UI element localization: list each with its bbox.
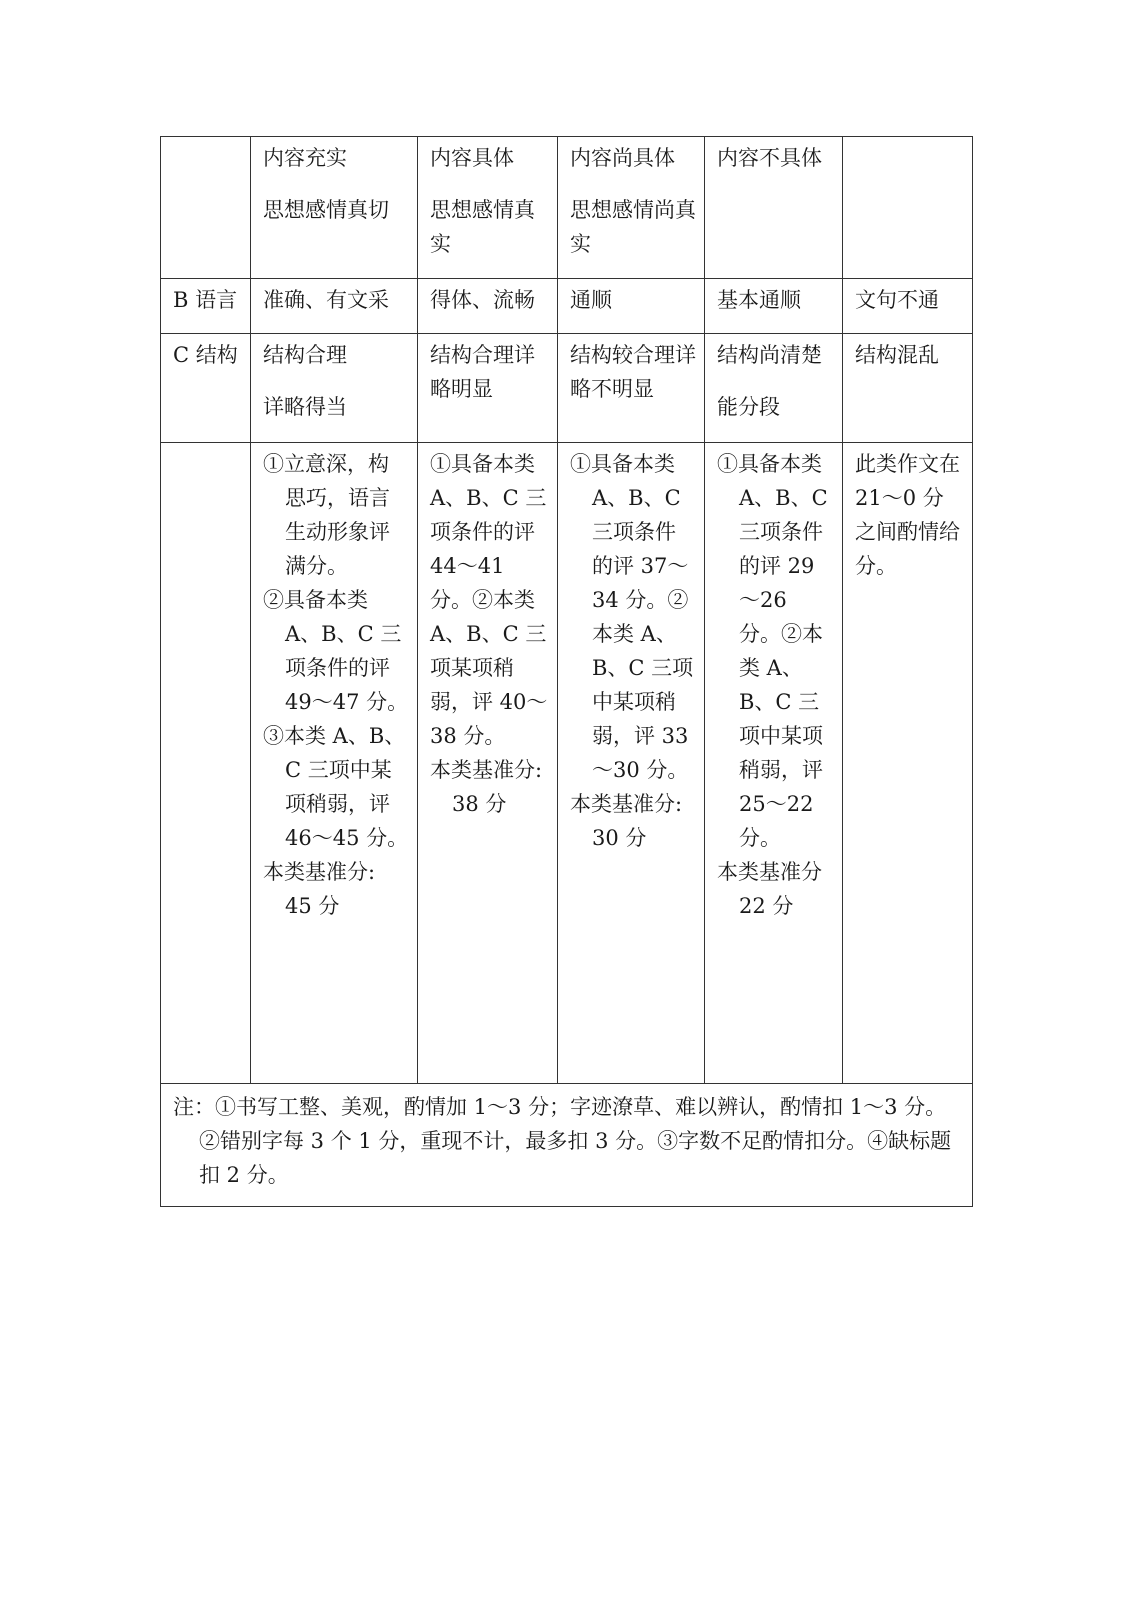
row-score-criteria bbox=[161, 443, 973, 1084]
score-criterion: ①立意深，构思巧，语言生动形象评满分。 bbox=[263, 452, 390, 578]
row-label-language: B 语言 bbox=[161, 279, 251, 334]
structure-cell-1 bbox=[251, 334, 418, 443]
structure-cell-3 bbox=[558, 334, 705, 443]
score-criterion: 此类作文在 21～0 分之间酌情给分。 bbox=[855, 452, 960, 578]
basis-score-label: 本类基准分 bbox=[717, 860, 822, 884]
structure-line2: 详略得当 bbox=[263, 395, 347, 419]
content-line2: 思想感情真实 bbox=[430, 198, 535, 256]
content-cell-2 bbox=[418, 137, 558, 279]
structure-line1: 结构较合理详略不明显 bbox=[570, 343, 696, 401]
structure-line1: 结构混乱 bbox=[855, 343, 939, 367]
basis-score-value: 45 分 bbox=[285, 894, 340, 918]
basis-score-label: 本类基准分: bbox=[263, 860, 376, 884]
row-content bbox=[161, 137, 973, 279]
row-structure bbox=[161, 334, 973, 443]
basis-score-value: 30 分 bbox=[592, 826, 647, 850]
row-note bbox=[161, 1084, 973, 1207]
basis-score-label: 本类基准分: bbox=[430, 758, 543, 782]
content-cell-3 bbox=[558, 137, 705, 279]
score-criterion: ①具备本类 A、B、C 三项条件的评 29～26 分。②本类 A、B、C 三项中某项稍弱，评 25～22 分。 bbox=[717, 452, 828, 850]
row-label-structure: C 结构 bbox=[161, 334, 251, 443]
structure-cell-4 bbox=[705, 334, 843, 443]
score-cell-3 bbox=[558, 443, 705, 1084]
basis-score-label: 本类基准分: bbox=[570, 792, 683, 816]
grading-rubric-table bbox=[160, 136, 973, 1207]
structure-line1: 结构尚清楚 bbox=[717, 343, 822, 367]
content-line1: 内容不具体 bbox=[717, 146, 822, 170]
content-cell-5 bbox=[843, 137, 973, 279]
language-cell-5: 文句不通 bbox=[843, 279, 973, 334]
basis-score-value: 38 分 bbox=[452, 792, 507, 816]
content-line1: 内容尚具体 bbox=[570, 146, 675, 170]
score-criterion: ③本类 A、B、C 三项中某项稍弱，评 46～45 分。 bbox=[263, 724, 409, 850]
content-line1: 内容充实 bbox=[263, 146, 347, 170]
language-cell-2: 得体、流畅 bbox=[418, 279, 558, 334]
content-line2: 思想感情真切 bbox=[263, 198, 389, 222]
structure-line1: 结构合理详略明显 bbox=[430, 343, 535, 401]
language-cell-4: 基本通顺 bbox=[705, 279, 843, 334]
row-label-content bbox=[161, 137, 251, 279]
content-line1: 内容具体 bbox=[430, 146, 514, 170]
language-cell-3: 通顺 bbox=[558, 279, 705, 334]
note-text: 注：①书写工整、美观，酌情加 1～3 分；字迹潦草、难以辨认，酌情扣 1～3 分。②错别字每 3 个 1 分，重现不计，最多扣 3 分。③字数不足酌情扣分。④缺标题扣 2 分。 bbox=[173, 1095, 952, 1187]
score-cell-1 bbox=[251, 443, 418, 1084]
score-criterion: ②具备本类 A、B、C 三项条件的评 49～47 分。 bbox=[263, 588, 409, 714]
score-cell-5 bbox=[843, 443, 973, 1084]
structure-line1: 结构合理 bbox=[263, 343, 347, 367]
note-cell bbox=[161, 1084, 973, 1207]
score-cell-4 bbox=[705, 443, 843, 1084]
score-criterion: ①具备本类 A、B、C 三项条件的评 44～41 分。②本类 A、B、C 三项某项稍弱，评 40～38 分。 bbox=[430, 452, 548, 748]
score-criterion: ①具备本类 A、B、C 三项条件的评 37～34 分。②本类 A、B、C 三项中某项稍弱，评 33～30 分。 bbox=[570, 452, 694, 782]
basis-score-value: 22 分 bbox=[739, 894, 794, 918]
structure-cell-5 bbox=[843, 334, 973, 443]
language-cell-1: 准确、有文采 bbox=[251, 279, 418, 334]
structure-line2: 能分段 bbox=[717, 395, 780, 419]
structure-cell-2 bbox=[418, 334, 558, 443]
content-cell-1 bbox=[251, 137, 418, 279]
content-line2: 思想感情尚真实 bbox=[570, 198, 696, 256]
row-label-scores bbox=[161, 443, 251, 1084]
content-cell-4 bbox=[705, 137, 843, 279]
score-cell-2 bbox=[418, 443, 558, 1084]
row-language bbox=[161, 279, 973, 334]
